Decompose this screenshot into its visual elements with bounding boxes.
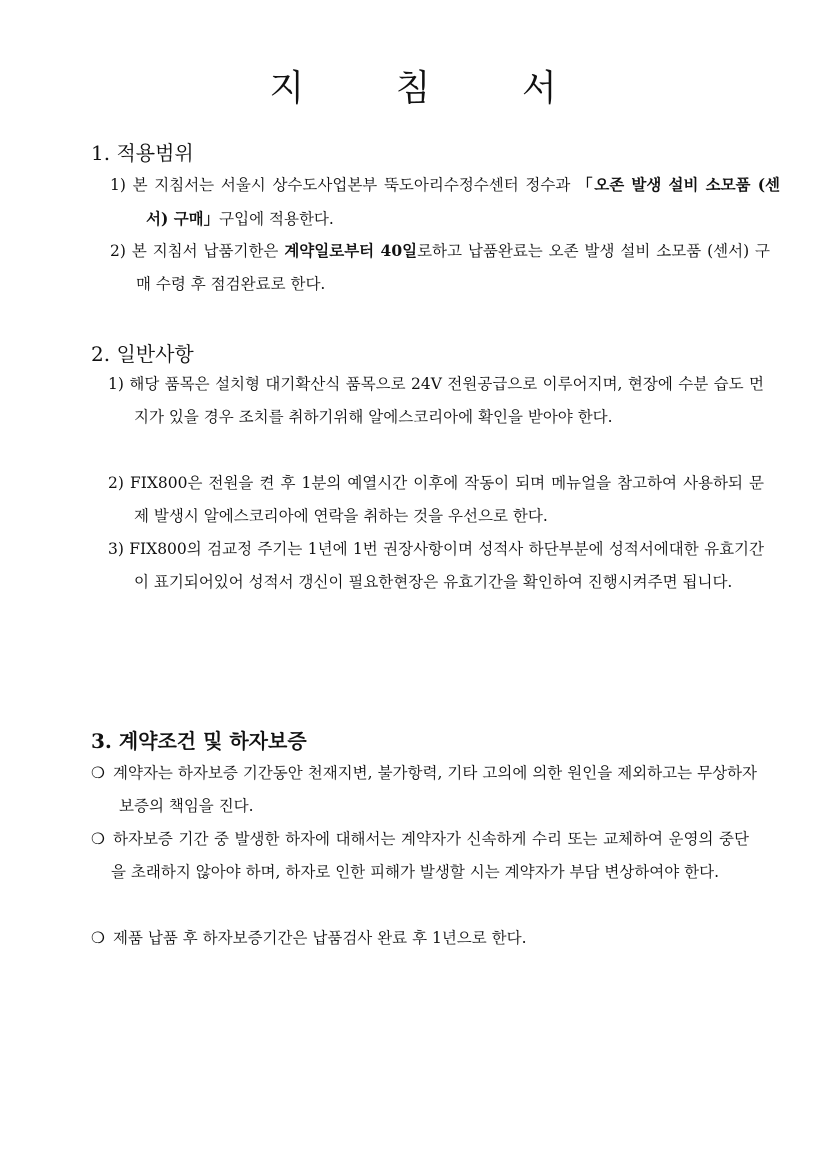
section-1-item-2 bbox=[110, 234, 770, 301]
section-1-item-1 bbox=[110, 168, 780, 236]
section-1-item-1-bold: 「오존 발생 설비 소모품 (센서) 구매」 bbox=[146, 175, 781, 228]
section-3-heading: 3. 계약조건 및 하자보증 bbox=[91, 729, 307, 753]
section-3-item-2-text: 하자보증 기간 중 발생한 하자에 대해서는 계약자가 신속하게 수리 또는 교체하여 운영의 중단을 초래하지 않아야 하며, 하자로 인한 피해가 발생할 시는 계약자가 부담 변상하여야 한다. bbox=[111, 830, 749, 881]
section-1-item-1-prefix: 1) 본 지침서는 서울시 상수도사업본부 뚝도아리수정수센터 정수과 bbox=[110, 176, 578, 194]
section-3-item-2 bbox=[91, 823, 749, 889]
circle-bullet-icon: ❍ bbox=[91, 929, 105, 947]
section-1-item-2-prefix: 2) 본 지침서 납품기한은 bbox=[110, 242, 285, 260]
section-3-item-3 bbox=[91, 922, 757, 955]
circle-bullet-icon: ❍ bbox=[91, 830, 105, 848]
section-3-item-1-text: 계약자는 하자보증 기간동안 천재지변, 불가항력, 기타 고의에 의한 원인을 제외하고는 무상하자보증의 책임을 진다. bbox=[113, 764, 757, 815]
section-3-item-3-text: 제품 납품 후 하자보증기간은 납품검사 완료 후 1년으로 한다. bbox=[113, 929, 527, 947]
section-1-item-2-bold: 계약일로부터 40일 bbox=[284, 241, 418, 260]
section-1-item-1-suffix: 구입에 적용한다. bbox=[219, 210, 334, 228]
section-3-item-1 bbox=[91, 757, 757, 823]
section-2-item-2: 2) FIX800은 전원을 켠 후 1분의 예열시간 이후에 작동이 되며 메뉴얼을 참고하여 사용하되 문제 발생시 알에스코리아에 연락을 취하는 것을 우선으로 한다. bbox=[108, 474, 764, 525]
section-2-heading: 2. 일반사항 bbox=[91, 342, 194, 366]
section-2-item-1: 1) 해당 품목은 설치형 대기확산식 품목으로 24V 전원공급으로 이루어지며, 현장에 수분 습도 먼지가 있을 경우 조치를 취하기위해 알에스코리아에 확인을 받아야 한다. bbox=[108, 375, 764, 426]
circle-bullet-icon: ❍ bbox=[91, 764, 105, 782]
section-1-heading: 1. 적용범위 bbox=[91, 141, 194, 165]
document-title: 지 침 서 bbox=[269, 68, 597, 109]
section-2-item-3: 3) FIX800의 검교정 주기는 1년에 1번 권장사항이며 성적사 하단부분에 성적서에대한 유효기간이 표기되어있어 성적서 갱신이 필요한현장은 유효기간을 확인하여 진행시켜주면 됩니다. bbox=[108, 540, 764, 591]
section-1-item-2-suffix: 로하고 납품완료는 오존 발생 설비 소모품 (센서) 구매 수령 후 점검완료로 한다. bbox=[136, 242, 771, 293]
